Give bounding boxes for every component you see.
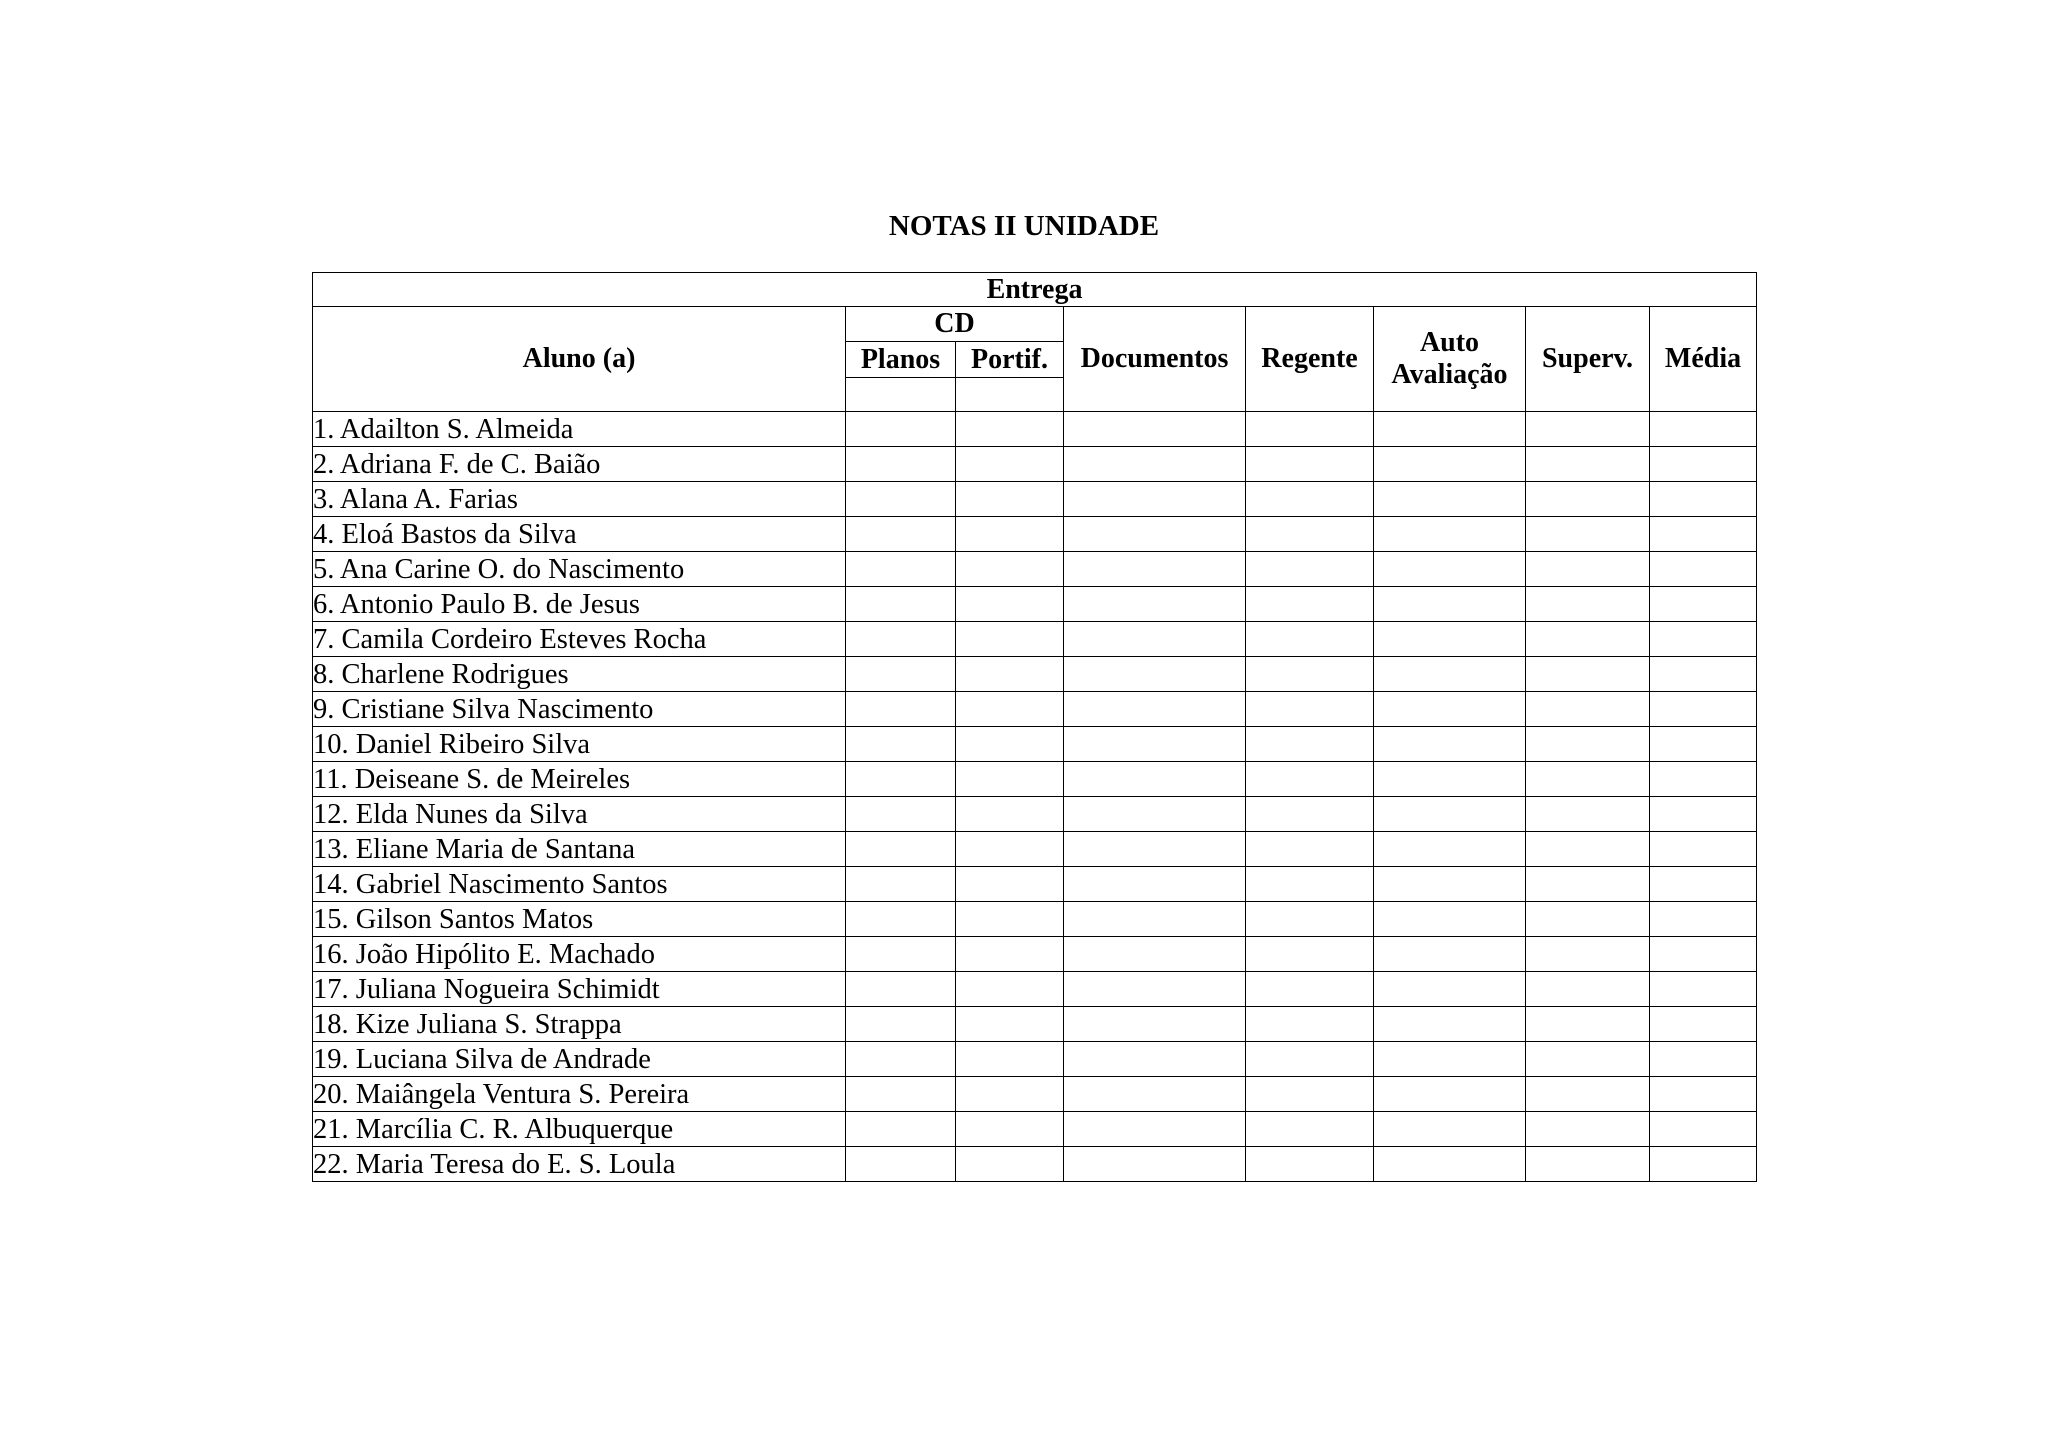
superv-cell	[1526, 1147, 1650, 1182]
auto-avaliacao-cell	[1374, 762, 1526, 797]
media-cell	[1650, 762, 1757, 797]
portif-blank-cell	[956, 378, 1064, 412]
table-row	[313, 972, 1757, 1007]
table-row	[313, 1007, 1757, 1042]
table-row	[313, 482, 1757, 517]
regente-cell	[1246, 1007, 1374, 1042]
media-cell	[1650, 1112, 1757, 1147]
auto-avaliacao-cell	[1374, 937, 1526, 972]
auto-avaliacao-cell	[1374, 447, 1526, 482]
superv-cell	[1526, 552, 1650, 587]
planos-cell	[846, 937, 956, 972]
superv-cell	[1526, 587, 1650, 622]
superv-cell	[1526, 797, 1650, 832]
media-cell	[1650, 587, 1757, 622]
table-row	[313, 692, 1757, 727]
table-row	[313, 1147, 1757, 1182]
student-name: 9. Cristiane Silva Nascimento	[313, 692, 846, 727]
table-row	[313, 657, 1757, 692]
regente-cell	[1246, 1147, 1374, 1182]
superv-cell	[1526, 1042, 1650, 1077]
portif-cell	[956, 1147, 1064, 1182]
cd-column-header: CD	[846, 307, 1064, 342]
auto-avaliacao-cell	[1374, 692, 1526, 727]
regente-cell	[1246, 622, 1374, 657]
regente-cell	[1246, 447, 1374, 482]
table-row	[313, 1042, 1757, 1077]
portif-cell	[956, 832, 1064, 867]
table-row	[313, 517, 1757, 552]
regente-cell	[1246, 972, 1374, 1007]
planos-cell	[846, 902, 956, 937]
documentos-column-header: Documentos	[1064, 307, 1246, 412]
portif-cell	[956, 902, 1064, 937]
media-cell	[1650, 727, 1757, 762]
auto-avaliacao-column-header	[1374, 307, 1526, 412]
student-name: 6. Antonio Paulo B. de Jesus	[313, 587, 846, 622]
regente-cell	[1246, 1112, 1374, 1147]
table-row	[313, 937, 1757, 972]
documentos-cell	[1064, 482, 1246, 517]
planos-cell	[846, 447, 956, 482]
table-row	[313, 552, 1757, 587]
auto-avaliacao-cell	[1374, 902, 1526, 937]
regente-cell	[1246, 412, 1374, 447]
table-row	[313, 1077, 1757, 1112]
planos-cell	[846, 657, 956, 692]
student-name: 8. Charlene Rodrigues	[313, 657, 846, 692]
superv-cell	[1526, 517, 1650, 552]
auto-avaliacao-line2: Avaliação	[1391, 359, 1508, 390]
portif-cell	[956, 937, 1064, 972]
portif-cell	[956, 1007, 1064, 1042]
documentos-cell	[1064, 762, 1246, 797]
media-column-header: Média	[1650, 307, 1757, 412]
documentos-cell	[1064, 587, 1246, 622]
portif-column-header: Portif.	[956, 342, 1064, 378]
regente-cell	[1246, 552, 1374, 587]
table-row	[313, 902, 1757, 937]
auto-avaliacao-cell	[1374, 1112, 1526, 1147]
portif-cell	[956, 762, 1064, 797]
planos-cell	[846, 1007, 956, 1042]
documentos-cell	[1064, 657, 1246, 692]
student-name: 13. Eliane Maria de Santana	[313, 832, 846, 867]
documentos-cell	[1064, 727, 1246, 762]
student-name: 22. Maria Teresa do E. S. Loula	[313, 1147, 846, 1182]
media-cell	[1650, 517, 1757, 552]
auto-avaliacao-cell	[1374, 622, 1526, 657]
table-row	[313, 832, 1757, 867]
portif-cell	[956, 622, 1064, 657]
documentos-cell	[1064, 412, 1246, 447]
documentos-cell	[1064, 1042, 1246, 1077]
media-cell	[1650, 552, 1757, 587]
student-name: 14. Gabriel Nascimento Santos	[313, 867, 846, 902]
aluno-column-header: Aluno (a)	[313, 307, 846, 412]
auto-avaliacao-cell	[1374, 972, 1526, 1007]
student-name: 12. Elda Nunes da Silva	[313, 797, 846, 832]
documentos-cell	[1064, 1147, 1246, 1182]
planos-cell	[846, 727, 956, 762]
media-cell	[1650, 1042, 1757, 1077]
documentos-cell	[1064, 552, 1246, 587]
table-row	[313, 412, 1757, 447]
auto-avaliacao-cell	[1374, 412, 1526, 447]
student-name: 4. Eloá Bastos da Silva	[313, 517, 846, 552]
auto-avaliacao-cell	[1374, 482, 1526, 517]
portif-cell	[956, 657, 1064, 692]
documentos-cell	[1064, 867, 1246, 902]
media-cell	[1650, 1077, 1757, 1112]
superv-cell	[1526, 972, 1650, 1007]
student-name: 18. Kize Juliana S. Strappa	[313, 1007, 846, 1042]
media-cell	[1650, 1007, 1757, 1042]
regente-cell	[1246, 1077, 1374, 1112]
superv-cell	[1526, 622, 1650, 657]
superv-cell	[1526, 832, 1650, 867]
documentos-cell	[1064, 517, 1246, 552]
media-cell	[1650, 412, 1757, 447]
superv-cell	[1526, 1077, 1650, 1112]
table-row	[313, 867, 1757, 902]
student-name: 5. Ana Carine O. do Nascimento	[313, 552, 846, 587]
planos-cell	[846, 762, 956, 797]
media-cell	[1650, 972, 1757, 1007]
planos-cell	[846, 692, 956, 727]
auto-avaliacao-cell	[1374, 832, 1526, 867]
superv-cell	[1526, 412, 1650, 447]
portif-cell	[956, 482, 1064, 517]
documentos-cell	[1064, 692, 1246, 727]
regente-cell	[1246, 1042, 1374, 1077]
media-cell	[1650, 867, 1757, 902]
table-row	[313, 447, 1757, 482]
superv-cell	[1526, 657, 1650, 692]
entrega-header: Entrega	[313, 273, 1757, 307]
regente-cell	[1246, 762, 1374, 797]
portif-cell	[956, 867, 1064, 902]
documentos-cell	[1064, 1112, 1246, 1147]
regente-cell	[1246, 902, 1374, 937]
planos-cell	[846, 1042, 956, 1077]
superv-cell	[1526, 1007, 1650, 1042]
student-name: 20. Maiângela Ventura S. Pereira	[313, 1077, 846, 1112]
regente-cell	[1246, 867, 1374, 902]
portif-cell	[956, 972, 1064, 1007]
auto-avaliacao-cell	[1374, 797, 1526, 832]
portif-cell	[956, 692, 1064, 727]
superv-cell	[1526, 482, 1650, 517]
student-name: 11. Deiseane S. de Meireles	[313, 762, 846, 797]
regente-cell	[1246, 937, 1374, 972]
planos-cell	[846, 482, 956, 517]
documentos-cell	[1064, 447, 1246, 482]
portif-cell	[956, 447, 1064, 482]
auto-avaliacao-cell	[1374, 727, 1526, 762]
portif-cell	[956, 517, 1064, 552]
documentos-cell	[1064, 622, 1246, 657]
student-name: 7. Camila Cordeiro Esteves Rocha	[313, 622, 846, 657]
regente-cell	[1246, 797, 1374, 832]
auto-avaliacao-cell	[1374, 517, 1526, 552]
planos-cell	[846, 1077, 956, 1112]
regente-cell	[1246, 587, 1374, 622]
superv-cell	[1526, 762, 1650, 797]
media-cell	[1650, 902, 1757, 937]
page-title: NOTAS II UNIDADE	[888, 210, 1160, 242]
planos-cell	[846, 867, 956, 902]
planos-cell	[846, 797, 956, 832]
table-row	[313, 1112, 1757, 1147]
documentos-cell	[1064, 832, 1246, 867]
table-row	[313, 622, 1757, 657]
planos-cell	[846, 412, 956, 447]
student-name: 1. Adailton S. Almeida	[313, 412, 846, 447]
student-name: 17. Juliana Nogueira Schimidt	[313, 972, 846, 1007]
portif-cell	[956, 1077, 1064, 1112]
student-name: 10. Daniel Ribeiro Silva	[313, 727, 846, 762]
documentos-cell	[1064, 972, 1246, 1007]
planos-cell	[846, 552, 956, 587]
student-name: 19. Luciana Silva de Andrade	[313, 1042, 846, 1077]
student-name: 3. Alana A. Farias	[313, 482, 846, 517]
auto-avaliacao-cell	[1374, 1077, 1526, 1112]
auto-avaliacao-cell	[1374, 1147, 1526, 1182]
planos-cell	[846, 972, 956, 1007]
auto-avaliacao-cell	[1374, 867, 1526, 902]
portif-cell	[956, 797, 1064, 832]
planos-cell	[846, 1112, 956, 1147]
documentos-cell	[1064, 1007, 1246, 1042]
media-cell	[1650, 937, 1757, 972]
superv-cell	[1526, 447, 1650, 482]
regente-cell	[1246, 692, 1374, 727]
superv-cell	[1526, 937, 1650, 972]
student-name: 21. Marcília C. R. Albuquerque	[313, 1112, 846, 1147]
media-cell	[1650, 482, 1757, 517]
superv-cell	[1526, 727, 1650, 762]
media-cell	[1650, 447, 1757, 482]
student-name: 2. Adriana F. de C. Baião	[313, 447, 846, 482]
regente-column-header: Regente	[1246, 307, 1374, 412]
planos-cell	[846, 1147, 956, 1182]
planos-cell	[846, 587, 956, 622]
superv-cell	[1526, 692, 1650, 727]
planos-cell	[846, 832, 956, 867]
portif-cell	[956, 552, 1064, 587]
regente-cell	[1246, 517, 1374, 552]
table-row	[313, 797, 1757, 832]
auto-avaliacao-cell	[1374, 1007, 1526, 1042]
planos-column-header: Planos	[846, 342, 956, 378]
student-name: 15. Gilson Santos Matos	[313, 902, 846, 937]
table-row	[313, 587, 1757, 622]
portif-cell	[956, 727, 1064, 762]
planos-cell	[846, 622, 956, 657]
documentos-cell	[1064, 797, 1246, 832]
portif-cell	[956, 1112, 1064, 1147]
regente-cell	[1246, 832, 1374, 867]
regente-cell	[1246, 727, 1374, 762]
regente-cell	[1246, 657, 1374, 692]
auto-avaliacao-cell	[1374, 657, 1526, 692]
media-cell	[1650, 692, 1757, 727]
media-cell	[1650, 832, 1757, 867]
portif-cell	[956, 1042, 1064, 1077]
grades-table	[312, 272, 1757, 1182]
superv-column-header: Superv.	[1526, 307, 1650, 412]
portif-cell	[956, 587, 1064, 622]
documentos-cell	[1064, 1077, 1246, 1112]
media-cell	[1650, 657, 1757, 692]
table-row	[313, 727, 1757, 762]
superv-cell	[1526, 867, 1650, 902]
portif-cell	[956, 412, 1064, 447]
superv-cell	[1526, 902, 1650, 937]
regente-cell	[1246, 482, 1374, 517]
auto-avaliacao-cell	[1374, 587, 1526, 622]
table-row	[313, 762, 1757, 797]
planos-cell	[846, 517, 956, 552]
superv-cell	[1526, 1112, 1650, 1147]
media-cell	[1650, 622, 1757, 657]
auto-avaliacao-cell	[1374, 552, 1526, 587]
media-cell	[1650, 797, 1757, 832]
auto-avaliacao-cell	[1374, 1042, 1526, 1077]
student-rows	[313, 412, 1757, 1182]
student-name: 16. João Hipólito E. Machado	[313, 937, 846, 972]
documentos-cell	[1064, 902, 1246, 937]
media-cell	[1650, 1147, 1757, 1182]
documentos-cell	[1064, 937, 1246, 972]
planos-blank-cell	[846, 378, 956, 412]
auto-avaliacao-line1: Auto	[1419, 327, 1480, 358]
